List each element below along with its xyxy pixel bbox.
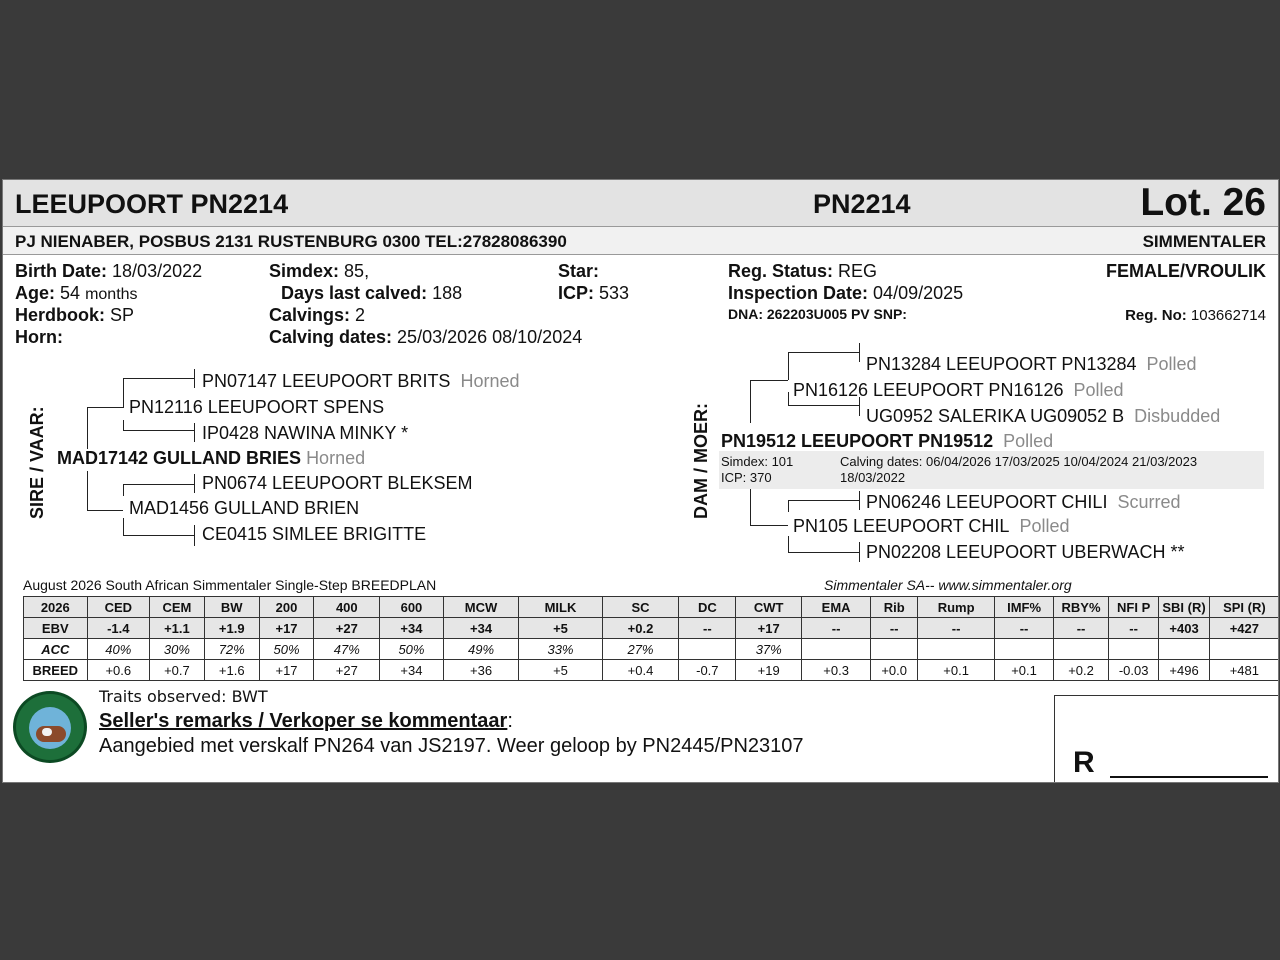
icp: ICP: 533	[558, 283, 630, 303]
traits-observed: Traits observed: BWT	[99, 687, 268, 706]
breedplan-site: Simmentaler SA-- www.simmentaler.org	[824, 577, 1072, 593]
dam-calving-dates-2: 18/03/2022	[840, 470, 906, 485]
cell-ebv-5: +27	[314, 618, 380, 639]
dna-info: DNA: 262203U005 PV SNP:	[728, 306, 907, 322]
society-logo	[13, 691, 87, 763]
days-last-calved: Days last calved: 188	[281, 283, 463, 303]
cell-breed-5: +27	[314, 660, 380, 681]
cell-acc-17	[1108, 639, 1158, 660]
cell-acc-15	[994, 639, 1053, 660]
inspection-date: Inspection Date: 04/09/2025	[728, 283, 964, 303]
dam-sire-sire: PN13284 LEEUPOORT PN13284 Polled	[866, 354, 1197, 374]
dam-icp: ICP: 370	[721, 470, 772, 485]
cell-breed-13: +0.0	[871, 660, 918, 681]
cell-headers-12: EMA	[802, 597, 871, 618]
cell-breed-14: +0.1	[918, 660, 995, 681]
cell-acc-16	[1054, 639, 1109, 660]
cell-headers-3: BW	[204, 597, 259, 618]
dam-calving-dates: Calving dates: 06/04/2026 17/03/2025 10/04/2024 21/03/2023	[840, 454, 1198, 469]
table-row-acc	[24, 639, 1280, 660]
cell-ebv-2: +1.1	[150, 618, 205, 639]
cell-headers-18: SBI (R)	[1159, 597, 1209, 618]
sire-sire-dam: IP0428 NAWINA MINKY *	[202, 423, 409, 443]
cell-ebv-3: +1.9	[204, 618, 259, 639]
cell-ebv-6: +34	[380, 618, 444, 639]
cell-ebv-12: --	[802, 618, 871, 639]
cell-breed-4: +17	[259, 660, 314, 681]
cell-breed-12: +0.3	[802, 660, 871, 681]
birth-date: Birth Date: 18/03/2022	[15, 261, 203, 281]
cell-acc-6: 50%	[380, 639, 444, 660]
cell-ebv-16: --	[1054, 618, 1109, 639]
dam-info-box	[719, 451, 1264, 489]
cell-headers-17: NFI P	[1108, 597, 1158, 618]
cell-acc-13	[871, 639, 918, 660]
remarks-text: Aangebied met verskalf PN264 van JS2197. Weer geloop by PN2445/PN23107	[99, 735, 804, 757]
breedplan-title: August 2026 South African Simmentaler Single-Step BREEDPLAN	[23, 577, 437, 593]
header-bar	[3, 180, 1278, 227]
cell-headers-11: CWT	[736, 597, 802, 618]
cell-headers-6: 600	[380, 597, 444, 618]
dam: PN19512 LEEUPOORT PN19512 Polled	[721, 431, 1054, 451]
cell-breed-2: +0.7	[150, 660, 205, 681]
cell-ebv-0: EBV	[24, 618, 88, 639]
cell-acc-11: 37%	[736, 639, 802, 660]
cell-headers-19: SPI (R)	[1209, 597, 1279, 618]
cell-acc-1: 40%	[87, 639, 149, 660]
cell-headers-7: MCW	[443, 597, 519, 618]
table-row-ebv	[24, 618, 1280, 639]
dam-dam: PN105 LEEUPOORT CHIL Polled	[793, 516, 1070, 536]
cell-ebv-9: +0.2	[602, 618, 679, 639]
simdex: Simdex: 85,	[269, 261, 370, 281]
cell-headers-0: 2026	[24, 597, 88, 618]
cell-headers-8: MILK	[519, 597, 602, 618]
cell-ebv-17: --	[1108, 618, 1158, 639]
bid-line	[1110, 776, 1268, 778]
cell-headers-5: 400	[314, 597, 380, 618]
cell-ebv-4: +17	[259, 618, 314, 639]
cell-ebv-13: --	[871, 618, 918, 639]
lot-number: Lot. 26	[1140, 181, 1266, 224]
cell-breed-0: BREED	[24, 660, 88, 681]
cell-ebv-15: --	[994, 618, 1053, 639]
cell-breed-3: +1.6	[204, 660, 259, 681]
reg-number: Reg. No: 103662714	[1125, 307, 1266, 324]
reg-status: Reg. Status: REG	[728, 261, 878, 281]
cell-acc-14	[918, 639, 995, 660]
cell-breed-6: +34	[380, 660, 444, 681]
lot-card	[2, 179, 1279, 783]
cell-ebv-11: +17	[736, 618, 802, 639]
remarks-heading: Seller's remarks / Verkoper se kommentaar:	[99, 710, 513, 732]
cell-ebv-19: +427	[1209, 618, 1279, 639]
cell-breed-15: +0.1	[994, 660, 1053, 681]
animal-name: LEEUPOORT PN2214	[15, 189, 289, 219]
cell-headers-14: Rump	[918, 597, 995, 618]
sex: FEMALE/VROULIK	[1106, 261, 1266, 281]
horn-label: Horn:	[15, 327, 63, 347]
cell-breed-8: +5	[519, 660, 602, 681]
cell-breed-1: +0.6	[87, 660, 149, 681]
cell-acc-2: 30%	[150, 639, 205, 660]
cell-ebv-14: --	[918, 618, 995, 639]
cell-headers-10: DC	[679, 597, 736, 618]
cell-headers-4: 200	[259, 597, 314, 618]
table-header-row	[24, 597, 1280, 618]
breedplan-table	[23, 596, 1279, 681]
cell-acc-4: 50%	[259, 639, 314, 660]
bid-currency: R	[1073, 746, 1095, 779]
cell-headers-2: CEM	[150, 597, 205, 618]
dam-dam-dam: PN02208 LEEUPOORT UBERWACH **	[866, 542, 1185, 562]
owner-bar	[3, 227, 1278, 255]
bid-box[interactable]	[1054, 695, 1279, 783]
dam-side-label: DAM / MOER:	[691, 403, 711, 519]
cell-breed-18: +496	[1159, 660, 1209, 681]
cell-breed-7: +36	[443, 660, 519, 681]
cell-acc-7: 49%	[443, 639, 519, 660]
sire-sire-sire: PN07147 LEEUPOORT BRITS Horned	[202, 371, 520, 391]
cell-acc-18	[1159, 639, 1209, 660]
calving-dates: Calving dates: 25/03/2026 08/10/2024	[269, 327, 583, 347]
age: Age: 54 months	[15, 283, 138, 303]
dam-simdex: Simdex: 101	[721, 454, 794, 469]
sire: MAD17142 GULLAND BRIES Horned	[57, 448, 366, 468]
cell-breed-16: +0.2	[1054, 660, 1109, 681]
cell-ebv-1: -1.4	[87, 618, 149, 639]
dam-dam-sire: PN06246 LEEUPOORT CHILI Scurred	[866, 492, 1181, 512]
herdbook: Herdbook: SP	[15, 305, 135, 325]
cell-acc-19	[1209, 639, 1279, 660]
cell-breed-9: +0.4	[602, 660, 679, 681]
sire-dam-sire: PN0674 LEEUPOORT BLEKSEM	[202, 473, 473, 493]
cell-acc-8: 33%	[519, 639, 602, 660]
sire-sire: PN12116 LEEUPOORT SPENS	[129, 397, 385, 417]
cell-acc-0: ACC	[24, 639, 88, 660]
cell-ebv-18: +403	[1159, 618, 1209, 639]
cell-ebv-10: --	[679, 618, 736, 639]
dam-sire: PN16126 LEEUPOORT PN16126 Polled	[793, 380, 1124, 400]
cell-ebv-8: +5	[519, 618, 602, 639]
cell-headers-9: SC	[602, 597, 679, 618]
cell-acc-3: 72%	[204, 639, 259, 660]
calvings: Calvings: 2	[269, 305, 366, 325]
cell-breed-19: +481	[1209, 660, 1279, 681]
cell-breed-10: -0.7	[679, 660, 736, 681]
sire-side-label: SIRE / VAAR:	[27, 406, 47, 519]
cell-breed-11: +19	[736, 660, 802, 681]
cell-ebv-7: +34	[443, 618, 519, 639]
cell-breed-17: -0.03	[1108, 660, 1158, 681]
dam-sire-dam: UG0952 SALERIKA UG09052 B Disbudded	[866, 406, 1221, 426]
cell-acc-5: 47%	[314, 639, 380, 660]
owner-address: PJ NIENABER, POSBUS 2131 RUSTENBURG 0300 TEL:27828086390	[15, 232, 567, 251]
sire-dam: MAD1456 GULLAND BRIEN	[129, 498, 360, 518]
cell-headers-15: IMF%	[994, 597, 1053, 618]
sire-dam-dam: CE0415 SIMLEE BRIGITTE	[202, 524, 427, 544]
cell-headers-1: CED	[87, 597, 149, 618]
table-row-breed	[24, 660, 1280, 681]
cell-headers-16: RBY%	[1054, 597, 1109, 618]
animal-id: PN2214	[813, 189, 911, 219]
cell-acc-9: 27%	[602, 639, 679, 660]
cell-acc-10	[679, 639, 736, 660]
cell-headers-13: Rib	[871, 597, 918, 618]
breed-name: SIMMENTALER	[1142, 232, 1266, 251]
cell-acc-12	[802, 639, 871, 660]
star-label: Star:	[558, 261, 600, 281]
